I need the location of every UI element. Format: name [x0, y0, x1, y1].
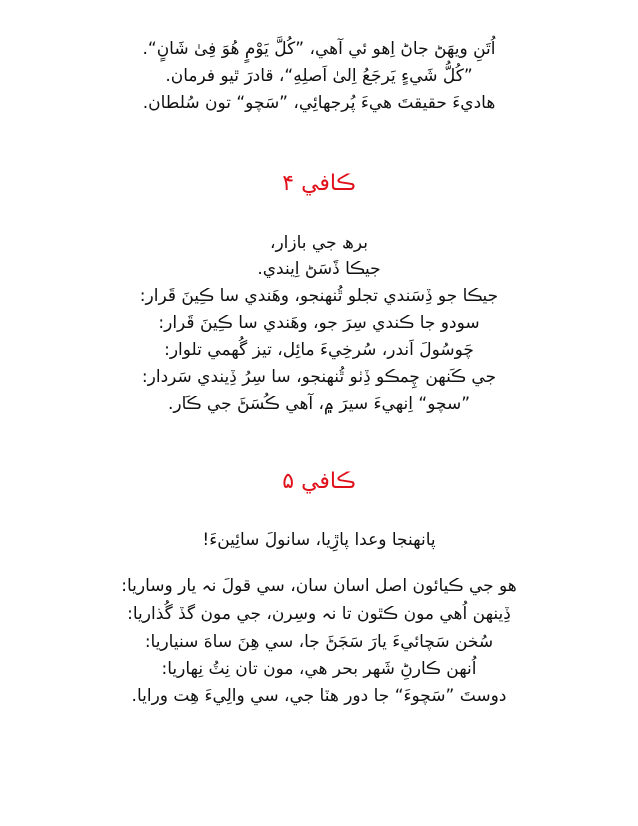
intro-line-3: هاديءَ حقيقتَ هيءَ پُرجهائِي، ”سَچو“ تون سُلطان.	[142, 93, 496, 113]
kafi-4-refrain-line-1: برھ جي بازار،	[269, 233, 368, 253]
kafi-5-verse-4: اُنھن ڪارڻِ شَهر بحر هي، مون تان نِٽُ نِهاريا:	[161, 659, 477, 679]
kafi-5-verse-3: سُخن سَچائيءَ يارَ سَجَڻَ جا، سي هِنَ ساهَ سنياريا:	[144, 632, 494, 652]
kafi-4-refrain-line-2: جيڪا ڏَسَڻ اِيندي.	[257, 259, 381, 279]
kafi-5-verse-2: ڏِينھن اُهي مون ڪٿون تا نہ وسِرن، جي مون گڏ گُذاريا:	[127, 604, 511, 624]
kafi-4-heading: ڪافي ۴	[282, 171, 356, 196]
kafi-4-verse-2: سودو جا ڪندي سِرَ جو، وهَندي سا ڪِينَ قَرار:	[158, 313, 480, 333]
intro-line-2: ”كُلُّ شَيءٍ يَرجَعُ اِلىٰ اَصلِهِ“، قادرَ ٿيو فرمان.	[165, 66, 473, 86]
intro-line-1: اُتَنِ ويهَڻ جاڻ اِهو ئي آهي، ”كُلَّ يَوْمٍ هُوَ فِىٰ شَانٍ“.	[142, 39, 496, 59]
kafi-5-verse-5: دوستَ ”سَچوءَ“ جا دور هٽا جي، سي والِيءَ هِت ورايا.	[131, 686, 507, 706]
kafi-5-refrain: پانھنجا وعدا پاڙِيا، سانولَ سائِينءَ!	[202, 530, 436, 550]
kafi-4-verse-5: ”سچو“ اِنھيءَ سيرَ ۾، آهي ڪُسَڻَ جي ڪَار.	[167, 394, 471, 414]
kafi-4-verse-4: جي ڪَنھن چِمڪو ڏِٺو ٿُنھنجو، سا سِرُ ڏِيندي سَردار:	[141, 367, 497, 387]
kafi-4-verse-3: چَوسُولَ اَندر، سُرخِيءَ مائِل، تيز گُهمي تلوار:	[164, 340, 474, 360]
kafi-5-verse-1: هو جي ڪيائون اصل اسان سان، سي قولَ نہ يار وساريا:	[121, 576, 517, 596]
kafi-4-verse-1: جيڪا جو ڏِسَندي تجلو ٿُنھنجو، وهَندي سا ڪِينَ قَرار:	[139, 286, 499, 306]
kafi-5-heading: ڪافي ۵	[282, 469, 356, 494]
